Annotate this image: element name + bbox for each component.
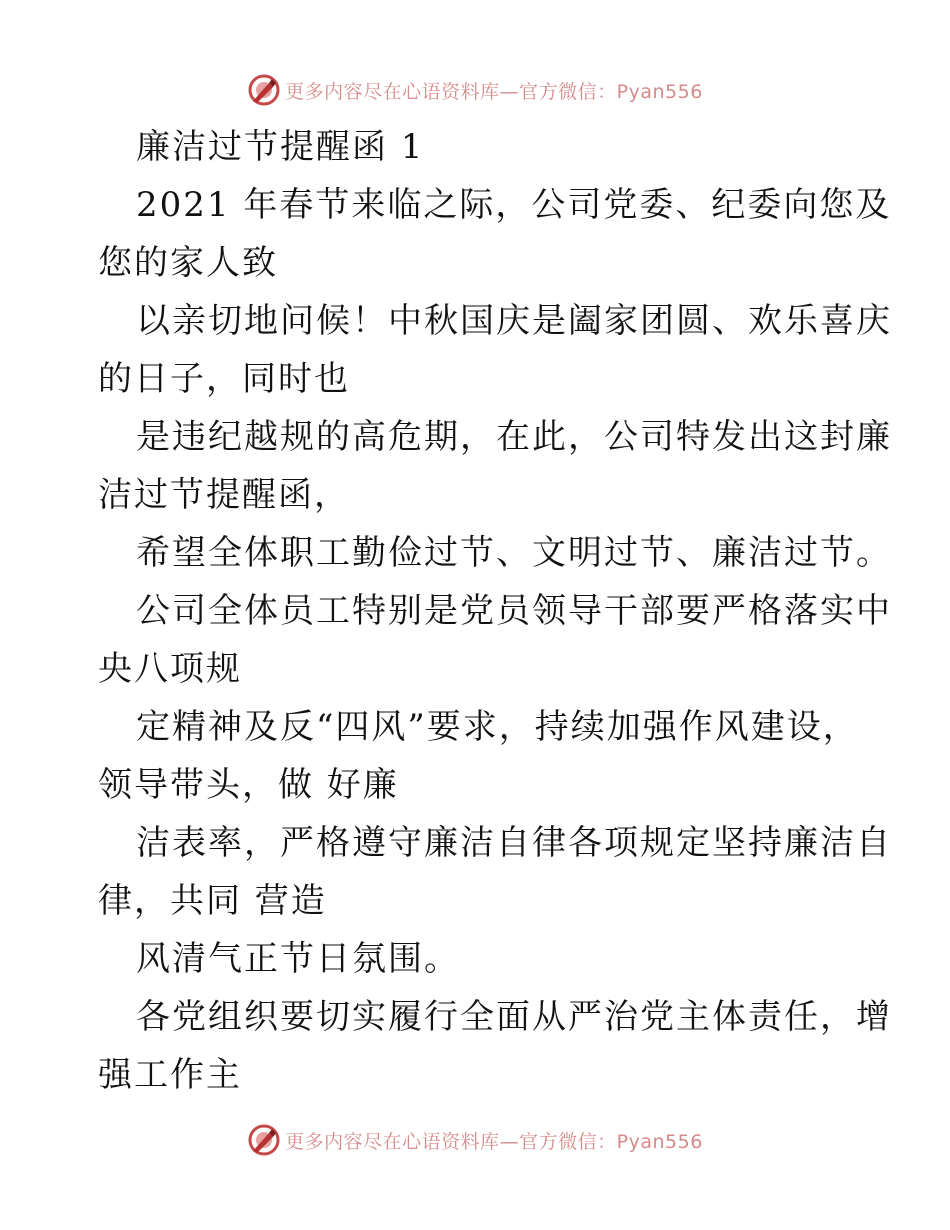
paragraph: 以亲切地问候！中秋国庆是阖家团圆、欢乐喜庆 的日子，同时也 xyxy=(98,301,892,399)
paragraph: 各党组织要切实履行全面从严治党主体责任，增 强工作主 xyxy=(98,997,892,1095)
paragraph: 洁表率，严格遵守廉洁自律各项规定坚持廉洁自 律，共同 营造 xyxy=(98,823,892,921)
paragraph: 风清气正节日氛围。 xyxy=(136,939,460,979)
paragraph: 希望全体职工勤俭过节、文明过节、廉洁过节。 xyxy=(136,533,892,573)
red-pen-logo-icon xyxy=(247,73,281,107)
header-banner-text: 更多内容尽在心语资料库—官方微信：Pyan556 xyxy=(285,80,703,103)
header-banner xyxy=(0,70,950,110)
footer-banner-text: 更多内容尽在心语资料库—官方微信：Pyan556 xyxy=(285,1130,703,1153)
paragraph: 公司全体员工特别是党员领导干部要严格落实中 央八项规 xyxy=(98,591,892,689)
paragraph: 2021 年春节来临之际，公司党委、纪委向您及 您的家人致 xyxy=(98,185,892,283)
paragraph: 是违纪越规的高危期，在此，公司特发出这封廉 洁过节提醒函， xyxy=(98,417,892,515)
footer-banner xyxy=(0,1120,950,1160)
document-title: 廉洁过节提醒函 1 xyxy=(136,127,425,167)
red-pen-logo-icon xyxy=(247,1123,281,1157)
document-body xyxy=(98,118,892,1104)
paragraph: 定精神及反“四风”要求，持续加强作风建设， 领导带头，做 好廉 xyxy=(98,707,859,805)
